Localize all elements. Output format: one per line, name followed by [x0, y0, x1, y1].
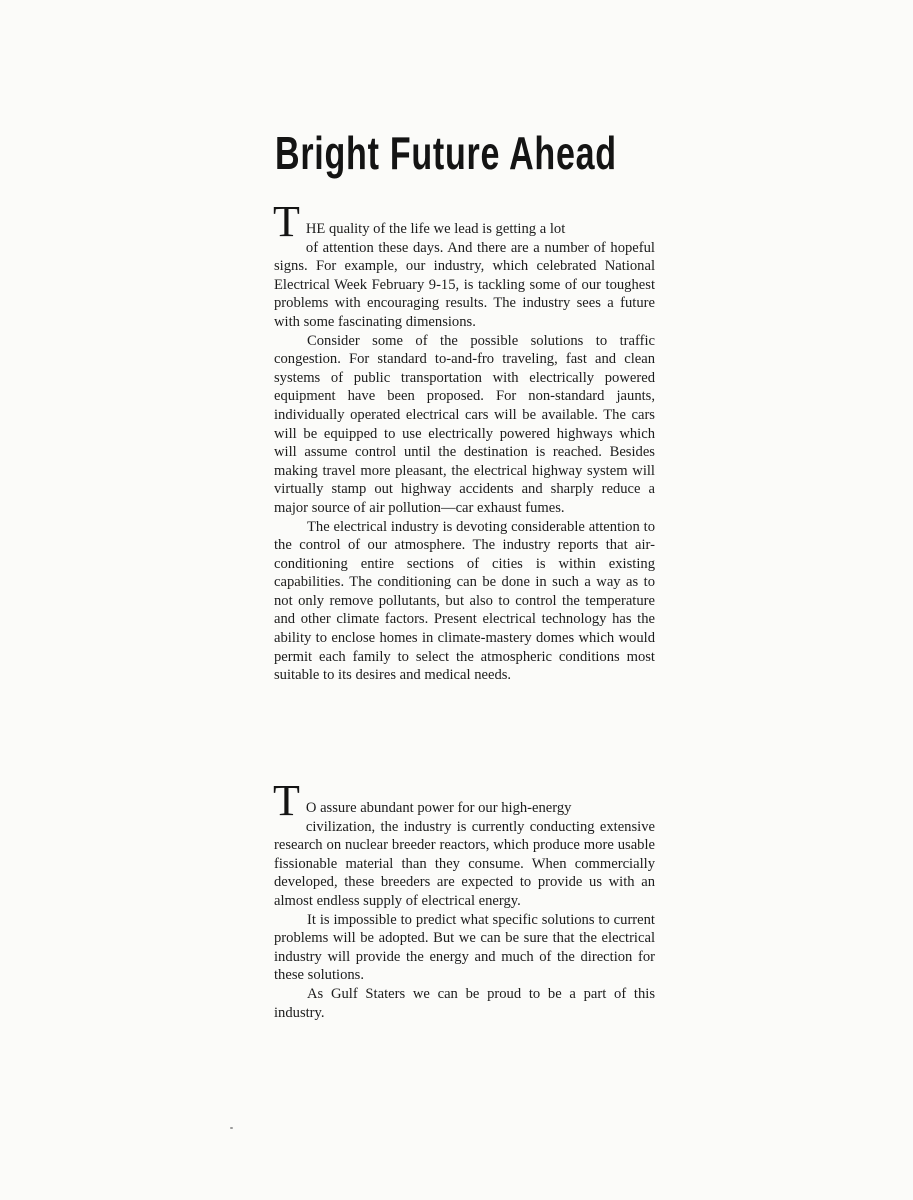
paragraph-solutions: It is impossible to predict what specific solutions to current problems will be adopted. But we can be sure that the electrical industry will provide the energy and much of the direction for these solutions. [274, 911, 655, 984]
drop-cap: T [273, 776, 300, 825]
paragraph-text: of attention these days. And there are a number of hopeful signs. For example, our industry, which celebrated National Electrical Week February 9-15, is tackling some of our toughest problems with encouraging results. The industry sees a future with some fascinating dimensions. [274, 239, 655, 330]
scan-speck [230, 1127, 233, 1129]
first-line: HE quality of the life we lead is getting a lot [305, 221, 566, 237]
drop-cap: T [273, 197, 300, 246]
first-line: O assure abundant power for our high-energy [305, 800, 572, 816]
paragraph-text: civilization, the industry is currently conducting extensive research on nuclear breeder reactors, which produce more usable fissionable material than they consume. When commercially developed, these breeders are expected to provide us with an almost endless supply of electrical energy. [274, 818, 655, 909]
paragraph-traffic: Consider some of the possible solutions to traffic congestion. For standard to-and-fro traveling, fast and clean systems of public transportation with electrically powered equipment have been proposed. For non-standard jaunts, individually operated electrical cars will be available. The cars will be equipped to use electrically powered highways which will assume control until the destination is reached. Besides making travel more pleasant, the electrical highway system will virtually stamp out highway accidents and sharply reduce a major source of air pollution—car exhaust fumes. [274, 332, 655, 516]
article-section-2 [273, 776, 655, 1022]
paragraph-power [273, 776, 655, 911]
paragraph-intro [273, 197, 655, 332]
article-section-1 [273, 197, 655, 685]
paragraph-closing: As Gulf Staters we can be proud to be a part of this industry. [274, 985, 655, 1021]
paragraph-atmosphere: The electrical industry is devoting considerable attention to the control of our atmosphere. The industry reports that air-conditioning entire sections of cities is within existing capabilities. The conditioning can be done in such a way as to not only remove pollutants, but also to control the temperature and other climate factors. Present electrical technology has the ability to enclose homes in climate-mastery domes which would permit each family to select the atmospheric conditions most suitable to its desires and medical needs. [274, 518, 655, 684]
page-title: Bright Future Ahead [275, 127, 617, 179]
